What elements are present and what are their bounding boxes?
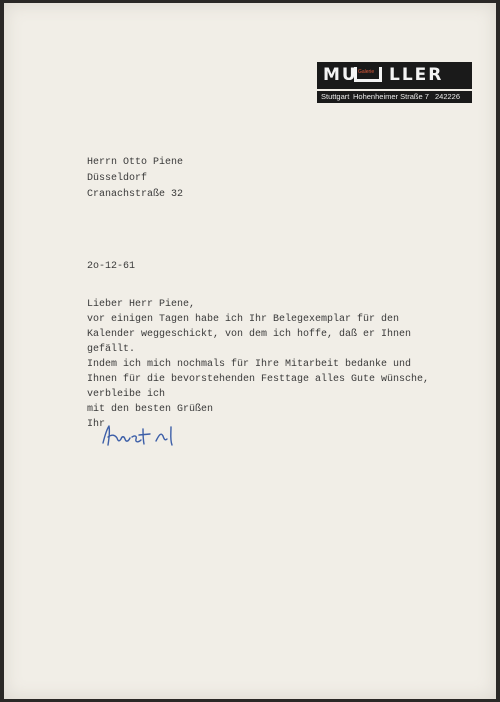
letter-date: 2o-12-61 bbox=[87, 261, 136, 272]
letterhead-phone: 242226 bbox=[435, 92, 461, 101]
letter-closing: Ihr bbox=[87, 419, 106, 430]
letter-line: verbleibe ich bbox=[87, 389, 166, 400]
letter-line: Indem ich mich nochmals für Ihre Mitarbeit bedanke und bbox=[87, 359, 412, 370]
letterhead-address bbox=[317, 91, 472, 103]
letter-line: mit den besten Grüßen bbox=[87, 404, 214, 415]
letter-line: vor einigen Tagen habe ich Ihr Belegexemplar für den bbox=[87, 314, 400, 325]
logo-galerie-text: Galerie bbox=[358, 69, 375, 75]
letter-line: Kalender weggeschickt, von dem ich hoffe, daß er Ihnen bbox=[87, 329, 412, 340]
letter-line: Ihnen für die bevorstehenden Festtage alles Gute wünsche, bbox=[87, 374, 430, 385]
gallery-logo bbox=[317, 62, 472, 89]
recipient-street: Cranachstraße 32 bbox=[87, 189, 184, 200]
logo-text-ller: LLER bbox=[389, 65, 444, 85]
recipient-city: Düsseldorf bbox=[87, 173, 148, 184]
letter-line: gefällt. bbox=[87, 344, 136, 355]
handwritten-signature bbox=[99, 423, 189, 449]
logo-text-mu: MU bbox=[323, 65, 358, 85]
letterhead-street: Hohenheimer Straße 7 bbox=[353, 92, 429, 101]
letterhead-city: Stuttgart bbox=[321, 92, 350, 101]
letter-salutation: Lieber Herr Piene, bbox=[87, 299, 196, 310]
letter-sheet bbox=[4, 3, 496, 699]
recipient-name: Herrn Otto Piene bbox=[87, 157, 184, 168]
